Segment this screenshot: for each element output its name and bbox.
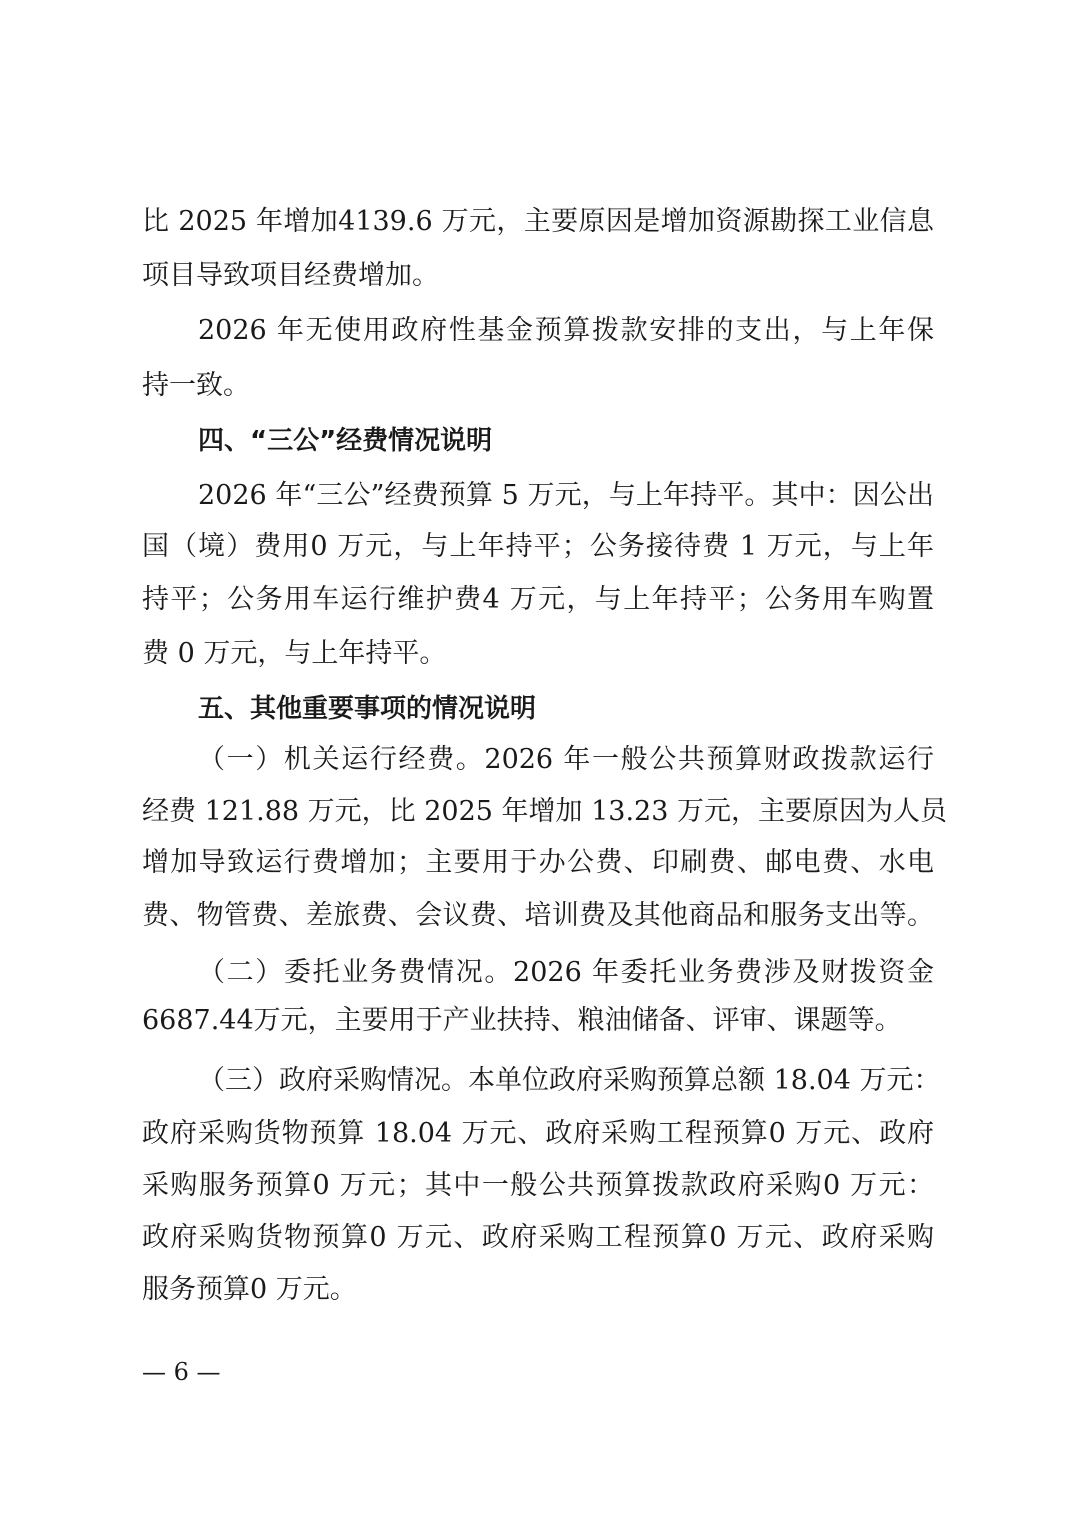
section-heading: 五、其他重要事项的情况说明 <box>198 694 537 724</box>
paragraph-line: 费 0 万元，与上年持平。 <box>142 638 447 669</box>
paragraph-line: 经费 121.88 万元，比 2025 年增加 13.23 万元，主要原因为人员 <box>142 796 947 827</box>
paragraph-line: 费、物管费、差旅费、会议费、培训费及其他商品和服务支出等。 <box>142 900 934 931</box>
paragraph-line: 政府采购货物预算 18.04 万元、政府采购工程预算0 万元、政府 <box>142 1118 934 1149</box>
paragraph-line: 增加导致运行费增加；主要用于办公费、印刷费、邮电费、水电 <box>142 847 934 878</box>
paragraph-line: 项目导致项目经费增加。 <box>142 260 439 291</box>
paragraph-line: 比 2025 年增加4139.6 万元，主要原因是增加资源勘探工业信息 <box>142 206 934 237</box>
paragraph-line: 服务预算0 万元。 <box>142 1274 357 1305</box>
paragraph-line: 6687.44万元，主要用于产业扶持、粮油储备、评审、课题等。 <box>142 1005 902 1036</box>
paragraph-line: 2026 年无使用政府性基金预算拨款安排的支出，与上年保 <box>198 315 934 346</box>
paragraph-line: 国（境）费用0 万元，与上年持平；公务接待费 1 万元，与上年 <box>142 531 934 562</box>
paragraph-line: （一）机关运行经费。2026 年一般公共预算财政拨款运行 <box>198 744 934 775</box>
paragraph-line: 2026 年“三公”经费预算 5 万元，与上年持平。其中：因公出 <box>198 480 934 511</box>
section-heading: 四、“三公”经费情况说明 <box>198 426 493 456</box>
paragraph-line: 持一致。 <box>142 370 250 401</box>
paragraph-line: （二）委托业务费情况。2026 年委托业务费涉及财拨资金 <box>198 957 934 988</box>
paragraph-line: （三）政府采购情况。本单位政府采购预算总额 18.04 万元： <box>198 1065 941 1096</box>
paragraph-line: 持平；公务用车运行维护费4 万元，与上年持平；公务用车购置 <box>142 584 934 615</box>
paragraph-line: 采购服务预算0 万元；其中一般公共预算拨款政府采购0 万元： <box>142 1170 934 1201</box>
paragraph-line: 政府采购货物预算0 万元、政府采购工程预算0 万元、政府采购 <box>142 1222 934 1253</box>
page-number: — 6 — <box>142 1358 221 1386</box>
